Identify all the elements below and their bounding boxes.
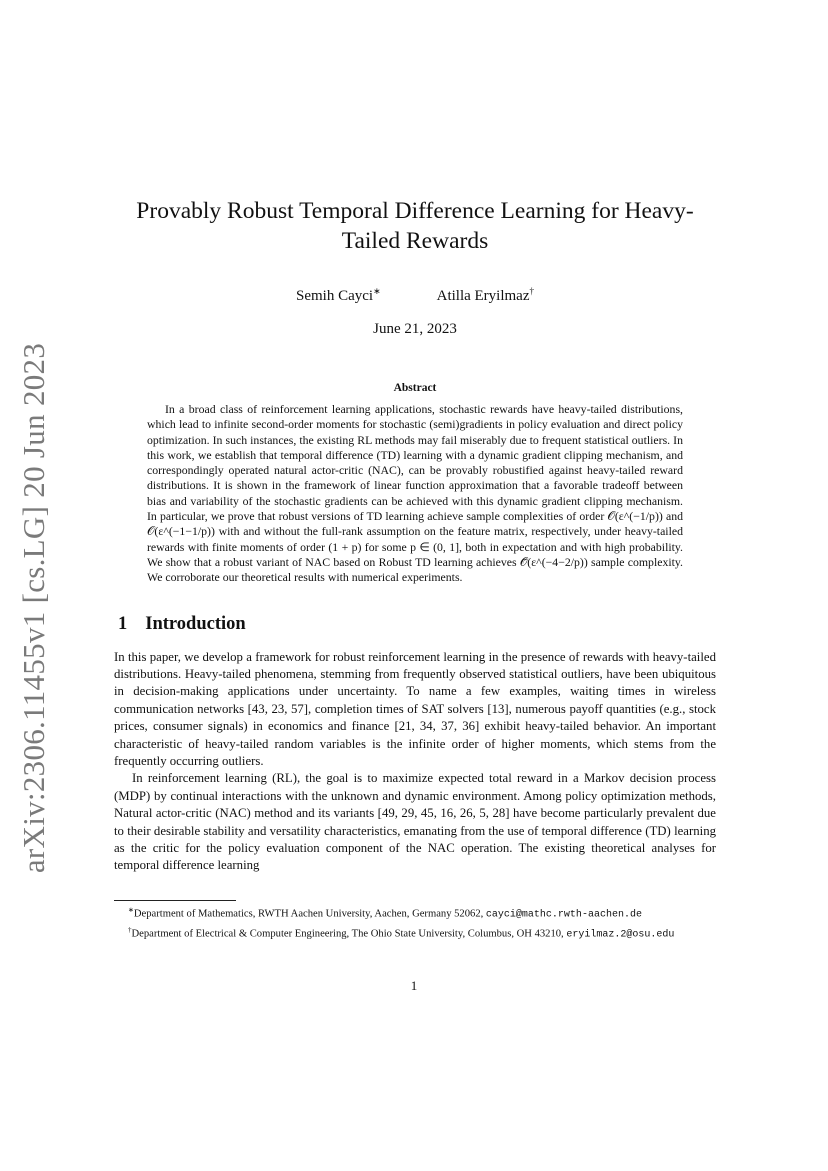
footnote-1-text: Department of Mathematics, RWTH Aachen University, Aachen, Germany 52062, <box>133 908 486 920</box>
footnote-2-mark: † <box>128 926 132 935</box>
author-1-name: Semih Cayci <box>295 288 374 304</box>
section-title: Introduction <box>145 613 246 634</box>
arxiv-stamp-text: arXiv:2306.11455v1 [cs.LG] 20 Jun 2023 <box>16 342 51 874</box>
author-list <box>114 286 716 305</box>
author-1 <box>296 286 381 305</box>
footnote-rule <box>114 900 236 901</box>
section-heading <box>118 614 716 635</box>
paper-page <box>114 196 716 875</box>
author-1-mark: ∗ <box>373 286 381 296</box>
author-2 <box>437 286 534 305</box>
footnotes <box>114 903 716 943</box>
footnote-1-mark: ∗ <box>128 906 134 914</box>
author-2-name: Atilla Eryilmaz <box>436 288 530 304</box>
section-number: 1 <box>118 613 128 634</box>
paper-title: Provably Robust Temporal Difference Learning for Heavy-Tailed Rewards <box>136 198 694 254</box>
footnote-1 <box>114 903 716 923</box>
footnote-2-email[interactable]: eryilmaz.2@osu.edu <box>566 929 675 941</box>
footnote-2 <box>114 923 716 943</box>
arxiv-stamp <box>14 342 54 874</box>
page-number: 1 <box>410 978 418 993</box>
abstract-heading: Abstract <box>393 382 437 394</box>
intro-paragraph-2: In reinforcement learning (RL), the goal is to maximize expected total reward in a Markov decision process (MDP) by continual interactions with the unknown and dynamic environment. Among policy optimization methods, Natural actor-critic (NAC) method and its variants [49, 29, 45, 16, 26, 5, 28] have become particularly prevalent due to their desirable stability and versatility characteristics, emanating from the use of temporal difference (TD) learning as the critic for the policy evaluation component of the NAC operation. The existing theoretical analyses for temporal difference learning <box>114 771 716 873</box>
abstract-text: In a broad class of reinforcement learning applications, stochastic rewards have heavy-tailed distributions, which lead to infinite second-order moments for stochastic (semi)gradients in policy evaluation and direct policy optimization. In such instances, the existing RL methods may fail miserably due to frequent statistical outliers. In this work, we establish that temporal difference (TD) learning with a dynamic gradient clipping mechanism, and correspondingly operated natural actor-critic (NAC), can be provably robustified against heavy-tailed reward distributions. It is shown in the framework of linear function approximation that a favorable tradeoff between bias and variability of the stochastic gradients can be achieved with this dynamic gradient clipping mechanism. In particular, we prove that robust versions of TD learning achieve sample complexities of order 𝒪(ε^(−1/p)) and 𝒪(ε^(−1−1/p)) with and without the full-rank assumption on the feature matrix, respectively, under heavy-tailed rewards with finite moments of order (1 + p) for some p ∈ (0, 1], both in expectation and with high probability. We show that a robust variant of NAC based on Robust TD learning achieves 𝒪̃(ε^(−4−2/p)) sample complexity. We corroborate our theoretical results with numerical experiments. <box>147 402 683 585</box>
paper-date: June 21, 2023 <box>373 321 457 337</box>
footnote-1-email[interactable]: cayci@mathc.rwth-aachen.de <box>485 909 642 921</box>
author-2-mark: † <box>529 286 534 296</box>
intro-paragraph-1: In this paper, we develop a framework for robust reinforcement learning in the presence of rewards with heavy-tailed distributions. Heavy-tailed phenomena, stemming from frequently observed statistical outliers, have been ubiquitous in decision-making applications under uncertainty. To name a few examples, waiting times in wireless communication networks [43, 23, 57], completion times of SAT solvers [13], numerous payoff quantities (e.g., stock prices, consumer signals) in economics and finance [21, 34, 37, 36] exhibit heavy-tailed behavior. An important characteristic of heavy-tailed random variables is the infinite order of higher moments, which stems from the frequently occurring outliers. <box>114 649 716 768</box>
footnote-2-text: Department of Electrical & Computer Engineering, The Ohio State University, Columbus, OH 43210, <box>131 928 567 940</box>
